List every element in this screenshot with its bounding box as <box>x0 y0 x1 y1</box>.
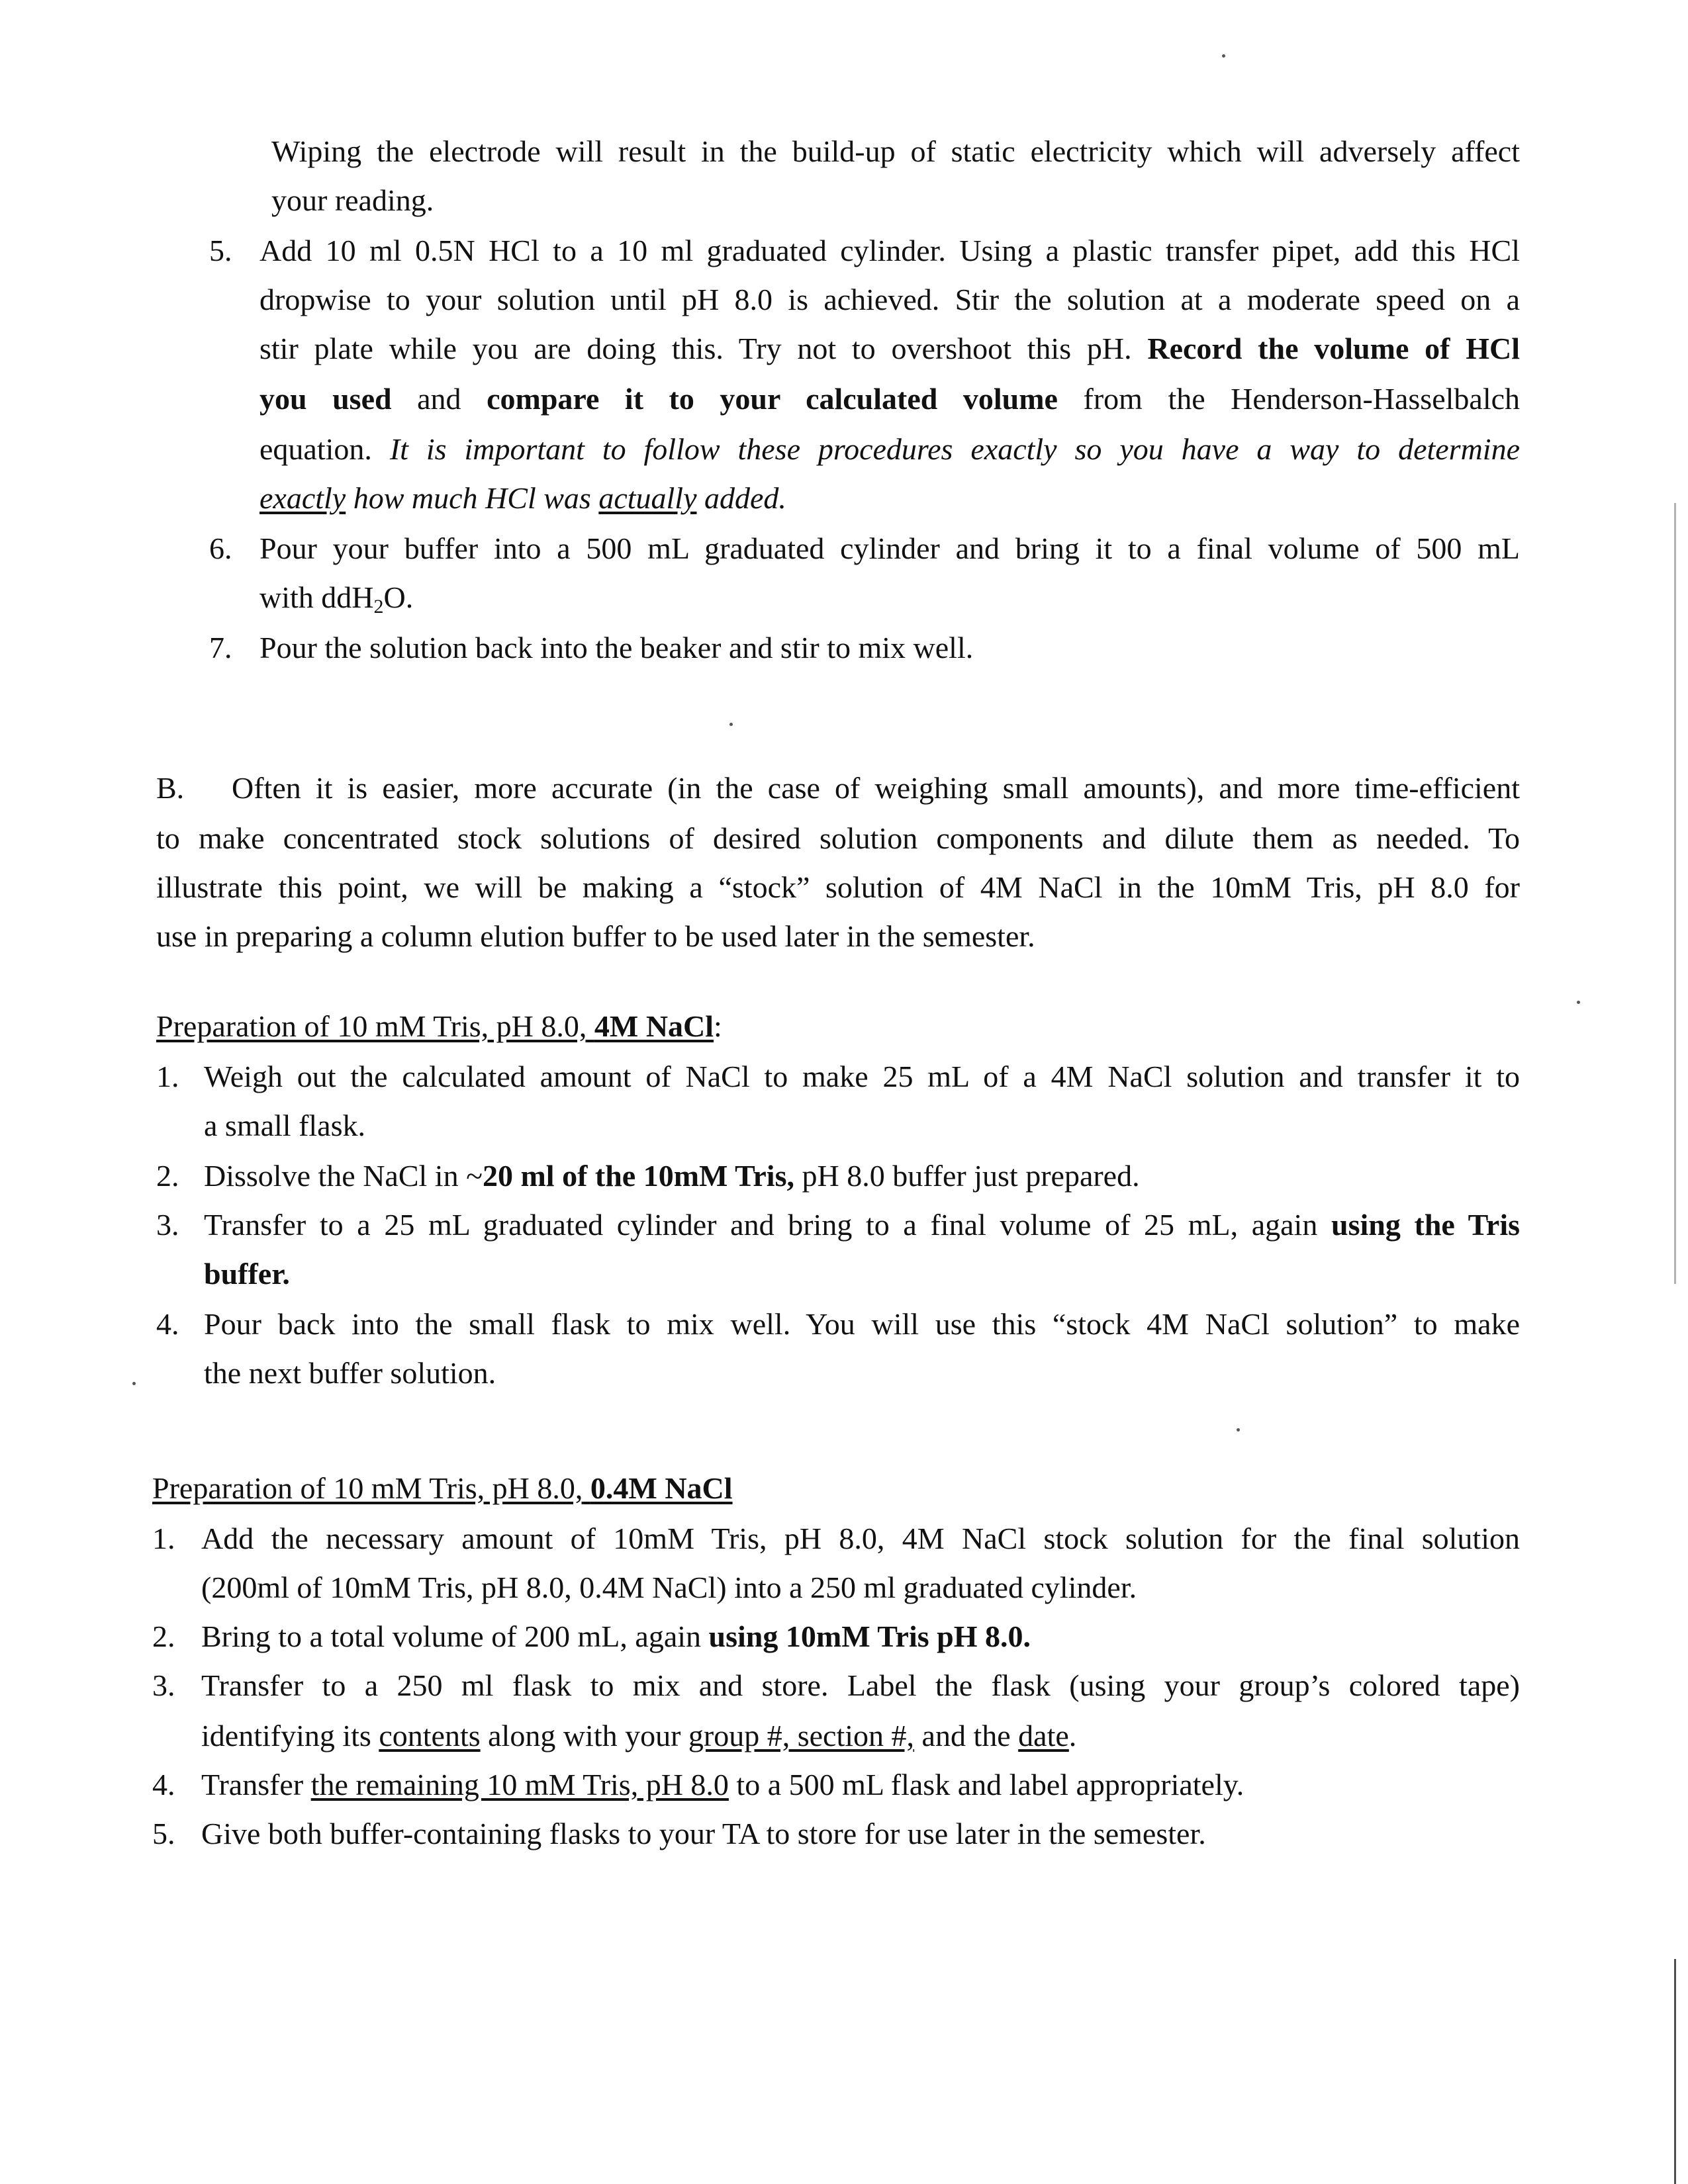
section2-heading-bold: 0.4M NaCl <box>590 1471 733 1505</box>
s1-item3-number: 3. <box>156 1208 179 1242</box>
s1-item4-line1: Pour back into the small flask to mix well. You will use this “stock 4M NaCl solution” to make <box>204 1307 1520 1341</box>
item7-line1: Pour the solution back into the beaker and stir to mix well. <box>259 631 974 664</box>
item6-line2 <box>259 573 413 622</box>
s2-item1-number: 1. <box>152 1522 175 1555</box>
s1-item2-number: 2. <box>156 1159 179 1193</box>
section1-heading-bold: 4M NaCl <box>594 1009 714 1043</box>
part-b-label: B. <box>156 771 185 805</box>
scan-speck <box>1577 1001 1580 1004</box>
s2-item4-line1 <box>201 1760 1244 1809</box>
s1-item1-number: 1. <box>156 1060 179 1093</box>
section2-heading-text: Preparation of 10 mM Tris, pH 8.0, <box>152 1471 583 1505</box>
s1-item2-bold: 20 ml of the 10mM Tris, <box>482 1159 794 1193</box>
s1-item2-line1 <box>204 1152 1140 1201</box>
item6-o-text: O. <box>383 580 414 614</box>
item6-number: 6. <box>209 531 232 565</box>
s1-item4-number: 4. <box>156 1307 179 1341</box>
item6-line1: Pour your buffer into a 500 mL graduated cylinder and bring it to a final volume of 500 mL <box>259 531 1520 565</box>
s2-item2-bold: using 10mM Tris pH 8.0. <box>708 1619 1031 1653</box>
section1-heading-colon: : <box>714 1009 722 1043</box>
s2-item3-group-section-underlined: group #, section #, <box>688 1719 915 1752</box>
item5-compare-emphasis: compare it to your calculated volume <box>487 382 1058 416</box>
s2-item3-contents-underlined: contents <box>379 1719 481 1752</box>
s2-item4-number: 4. <box>152 1768 175 1801</box>
s2-item3-text-a: identifying its <box>201 1719 371 1752</box>
s1-item1-line1: Weigh out the calculated amount of NaCl to make 25 mL of a 4M NaCl solution and transfer it to <box>204 1060 1520 1093</box>
item5-line6 <box>259 474 786 523</box>
item5-equation-text: equation. <box>259 432 372 466</box>
section1-heading-text: Preparation of 10 mM Tris, pH 8.0, <box>156 1009 587 1043</box>
item7-number: 7. <box>209 631 232 664</box>
s2-item3-date-underlined: date <box>1018 1719 1069 1752</box>
item6-subscript: 2 <box>373 596 384 617</box>
scan-speck <box>132 1382 136 1385</box>
part-b-line2: to make concentrated stock solutions of desired solution components and dilute them as needed. To <box>156 821 1520 855</box>
s1-item3-buffer-bold: buffer. <box>204 1257 290 1291</box>
s2-item3-text-e: and the <box>921 1719 1011 1752</box>
scan-edge-line-upper <box>1674 503 1676 1284</box>
s2-item3-period: . <box>1068 1719 1077 1752</box>
item5-how-much-italic: how much HCl was <box>353 481 591 515</box>
item5-important-italic: It is important to follow these procedures exactly so you have a way to determine <box>389 432 1520 466</box>
part-b-line4: use in preparing a column elution buffer to be used later in the semester. <box>156 919 1035 953</box>
section2-heading <box>152 1464 733 1513</box>
s2-item3-line2 <box>201 1711 1076 1760</box>
item4-continuation-line1: Wiping the electrode will result in the build-up of static electricity which will adversely affect <box>271 134 1520 168</box>
s2-item3-text-c: along with your <box>488 1719 681 1752</box>
s2-item2-number: 2. <box>152 1619 175 1653</box>
s1-item3-line1 <box>204 1201 1520 1250</box>
s2-item4-text-c: to a 500 mL flask and label appropriately. <box>736 1768 1244 1801</box>
item5-line4 <box>259 375 1520 424</box>
item5-and-text: and <box>417 382 461 416</box>
item5-line2: dropwise to your solution until pH 8.0 is achieved. Stir the solution at a moderate speed on a <box>259 283 1520 316</box>
part-b-line3: illustrate this point, we will be making a “stock” solution of 4M NaCl in the 10mM Tris, pH 8.0 for <box>156 870 1520 904</box>
s2-item2-line1 <box>201 1612 1031 1661</box>
item5-you-used-emphasis: you used <box>259 382 392 416</box>
s2-item1-line2: (200ml of 10mM Tris, pH 8.0, 0.4M NaCl) into a 250 ml graduated cylinder. <box>201 1570 1137 1604</box>
item5-line1: Add 10 ml 0.5N HCl to a 10 ml graduated cylinder. Using a plastic transfer pipet, add this HCl <box>259 234 1520 267</box>
part-b-line1: Often it is easier, more accurate (in the case of weighing small amounts), and more time-efficient <box>232 771 1520 805</box>
s1-item3-bold: using the Tris <box>1331 1208 1521 1242</box>
s2-item4-remaining-underlined: the remaining 10 mM Tris, pH 8.0 <box>310 1768 729 1801</box>
item5-line5 <box>259 425 1520 474</box>
item5-added-italic: added. <box>704 481 786 515</box>
item5-line3 <box>259 324 1520 373</box>
s1-item1-line2: a small flask. <box>204 1109 365 1142</box>
item5-henderson-text: from the Henderson-Hasselbalch <box>1083 382 1521 416</box>
s1-item2-text-c: pH 8.0 buffer just prepared. <box>802 1159 1140 1193</box>
item5-number: 5. <box>209 234 232 267</box>
s2-item5-number: 5. <box>152 1817 175 1850</box>
s2-item2-text-a: Bring to a total volume of 200 mL, again <box>201 1619 702 1653</box>
scan-speck <box>1237 1428 1240 1432</box>
item5-actually-underlined: actually <box>598 481 697 515</box>
s1-item2-text-a: Dissolve the NaCl in ~ <box>204 1159 483 1193</box>
s2-item5-line1: Give both buffer-containing flasks to your TA to store for use later in the semester. <box>201 1817 1206 1850</box>
s2-item1-line1: Add the necessary amount of 10mM Tris, pH 8.0, 4M NaCl stock solution for the final solution <box>201 1522 1520 1555</box>
section1-heading <box>156 1002 722 1051</box>
item5-exactly-underlined: exactly <box>259 481 346 515</box>
s2-item3-line1: Transfer to a 250 ml flask to mix and store. Label the flask (using your group’s colored tape) <box>201 1668 1520 1702</box>
item6-ddh-text: with ddH <box>259 580 374 614</box>
item5-line3-text: stir plate while you are doing this. Try not to overshoot this pH. <box>259 332 1132 365</box>
s1-item3-text-a: Transfer to a 25 mL graduated cylinder and bring to a final volume of 25 mL, again <box>204 1208 1318 1242</box>
item4-continuation-line2: your reading. <box>271 183 434 217</box>
s1-item3-line2 <box>204 1250 290 1298</box>
s2-item3-number: 3. <box>152 1668 175 1702</box>
item5-record-volume-emphasis: Record the volume of HCl <box>1147 332 1520 365</box>
s2-item4-text-a: Transfer <box>201 1768 304 1801</box>
scan-edge-line-lower <box>1674 1959 1676 2184</box>
s1-item4-line2: the next buffer solution. <box>204 1356 496 1390</box>
scan-speck <box>729 723 733 726</box>
scan-speck <box>1222 54 1225 58</box>
